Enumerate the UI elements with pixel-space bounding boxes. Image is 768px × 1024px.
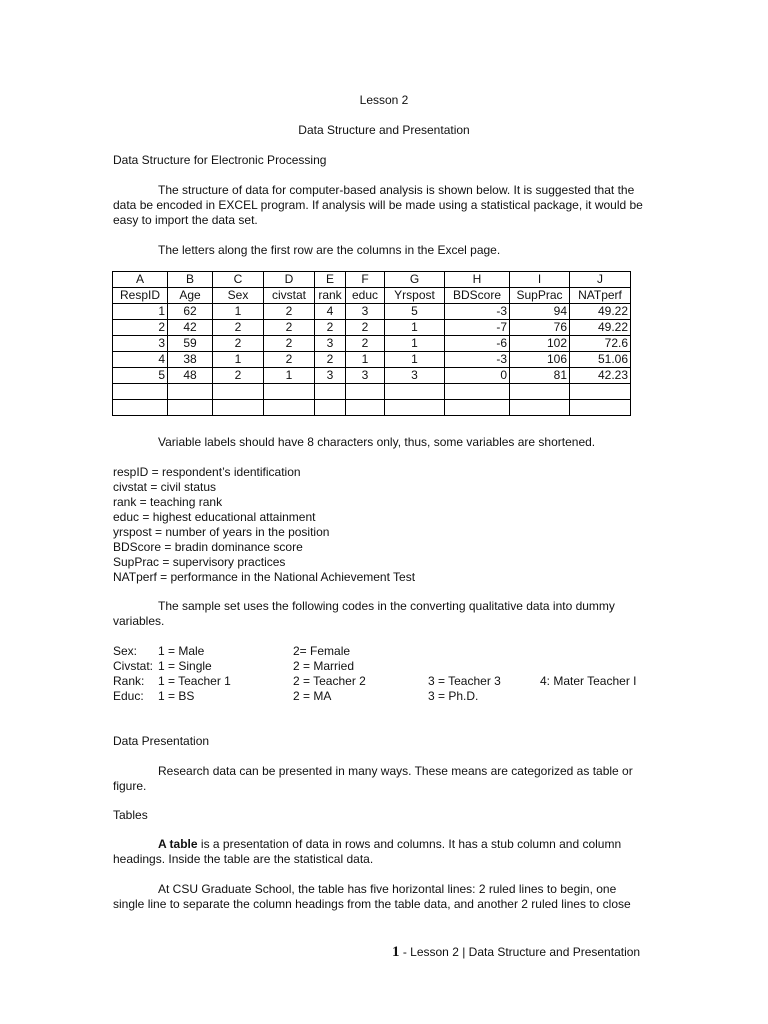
table-cell: 3	[315, 336, 346, 352]
empty-table-row	[113, 400, 631, 416]
empty-table-cell	[385, 400, 445, 416]
table-cell: 42	[168, 320, 213, 336]
table-cell: 3	[346, 368, 385, 384]
column-letter-row	[113, 272, 631, 288]
column-header: SupPrac	[510, 288, 570, 304]
column-header: rank	[315, 288, 346, 304]
column-letter: J	[570, 272, 631, 288]
column-header: Age	[168, 288, 213, 304]
empty-table-cell	[570, 384, 631, 400]
excel-data-table	[112, 271, 631, 416]
table-row	[113, 304, 631, 320]
table-cell: 2	[315, 352, 346, 368]
table-cell: 0	[445, 368, 510, 384]
column-header: NATperf	[570, 288, 631, 304]
definition-item: civstat = civil status	[113, 480, 217, 494]
table-cell: 49.22	[570, 320, 631, 336]
table-cell: 2	[264, 336, 315, 352]
table-cell: 1	[385, 320, 445, 336]
table-cell: 2	[264, 320, 315, 336]
table-cell: 1	[264, 368, 315, 384]
definition-item: SupPrac = supervisory practices	[113, 555, 286, 569]
table-cell: 3	[385, 368, 445, 384]
letters-paragraph: The letters along the first row are the columns in the Excel page.	[158, 243, 501, 257]
table-term: A table	[158, 837, 198, 851]
code-value: 2 = Teacher 2	[293, 674, 366, 688]
table-cell: -3	[445, 304, 510, 320]
table-cell: 38	[168, 352, 213, 368]
code-value: 2 = Married	[293, 659, 355, 673]
table-cell: 1	[213, 304, 264, 320]
empty-table-cell	[346, 384, 385, 400]
definition-item: NATperf = performance in the National Achievement Test	[113, 570, 416, 584]
table-cell: 1	[213, 352, 264, 368]
table-cell: 2	[213, 320, 264, 336]
empty-table-cell	[445, 400, 510, 416]
table-cell: 1	[385, 352, 445, 368]
table-cell: 49.22	[570, 304, 631, 320]
table-cell: 48	[168, 368, 213, 384]
column-header: BDScore	[445, 288, 510, 304]
empty-table-cell	[315, 384, 346, 400]
empty-table-cell	[445, 384, 510, 400]
empty-table-cell	[385, 384, 445, 400]
table-cell: 3	[315, 368, 346, 384]
page-number: 1	[392, 944, 400, 960]
code-value: 1 = Single	[158, 659, 212, 673]
column-letter: A	[113, 272, 168, 288]
column-letter: I	[510, 272, 570, 288]
column-header: RespID	[113, 288, 168, 304]
code-label-sex: Sex:	[113, 644, 138, 658]
table-cell: 4	[113, 352, 168, 368]
empty-table-cell	[168, 400, 213, 416]
empty-table-cell	[346, 400, 385, 416]
column-header: educ	[346, 288, 385, 304]
column-letter: H	[445, 272, 510, 288]
empty-table-cell	[213, 384, 264, 400]
table-cell: 62	[168, 304, 213, 320]
table-cell: 1	[346, 352, 385, 368]
table-cell: 1	[113, 304, 168, 320]
lesson-label: Lesson 2	[359, 93, 409, 107]
table-cell: 2	[346, 320, 385, 336]
table-cell: -7	[445, 320, 510, 336]
table-row	[113, 336, 631, 352]
code-value: 3 = Teacher 3	[428, 674, 501, 688]
empty-table-cell	[168, 384, 213, 400]
column-letter: C	[213, 272, 264, 288]
empty-table-cell	[570, 400, 631, 416]
footer-text: - Lesson 2 | Data Structure and Presentation	[399, 945, 641, 959]
table-cell: 2	[264, 352, 315, 368]
table-cell: 2	[213, 368, 264, 384]
column-letter: F	[346, 272, 385, 288]
code-value: 1 = Teacher 1	[158, 674, 231, 688]
empty-table-row	[113, 384, 631, 400]
table-cell: 81	[510, 368, 570, 384]
code-value: 2 = MA	[293, 689, 332, 703]
page-title: Data Structure and Presentation	[298, 123, 470, 137]
table-cell: -3	[445, 352, 510, 368]
section-heading-presentation: Data Presentation	[113, 734, 210, 748]
table-cell: 1	[385, 336, 445, 352]
labels-intro: Variable labels should have 8 characters only, thus, some variables are shortened.	[158, 435, 596, 449]
table-cell: 72.6	[570, 336, 631, 352]
table-cell: 51.06	[570, 352, 631, 368]
table-cell: 2	[315, 320, 346, 336]
page-footer	[392, 945, 640, 960]
definition-item: rank = teaching rank	[113, 495, 223, 509]
table-cell: -6	[445, 336, 510, 352]
code-value: 1 = Male	[158, 644, 205, 658]
column-letter: E	[315, 272, 346, 288]
empty-table-cell	[113, 400, 168, 416]
column-header: Yrspost	[385, 288, 445, 304]
column-letter: D	[264, 272, 315, 288]
empty-table-cell	[213, 400, 264, 416]
code-label-civstat: Civstat:	[113, 659, 154, 673]
section-heading-structure: Data Structure for Electronic Processing	[113, 153, 327, 167]
table-definition-text: is a presentation of data in rows and columns. It has a stub column and column headings. Inside the table are the statistical data.	[113, 837, 622, 866]
column-letter: B	[168, 272, 213, 288]
table-definition-paragraph	[113, 837, 643, 867]
empty-table-cell	[510, 400, 570, 416]
table-row	[113, 368, 631, 384]
table-cell: 102	[510, 336, 570, 352]
presentation-paragraph: Research data can be presented in many ways. These means are categorized as table or figure.	[113, 764, 633, 793]
table-cell: 2	[213, 336, 264, 352]
table-cell: 2	[346, 336, 385, 352]
table-cell: 3	[346, 304, 385, 320]
table-row	[113, 320, 631, 336]
code-label-rank: Rank:	[113, 674, 145, 688]
codes-intro: The sample set uses the following codes in the converting qualitative data into dummy variables.	[113, 599, 615, 628]
structure-paragraph: The structure of data for computer-based analysis is shown below. It is suggested that the data be encoded in EXCEL program. If analysis will be made using a statistical package, it would be easy to import the data set.	[113, 183, 643, 227]
code-value: 1 = BS	[158, 689, 195, 703]
empty-table-cell	[264, 384, 315, 400]
empty-table-cell	[113, 384, 168, 400]
code-value: 3 = Ph.D.	[428, 689, 479, 703]
table-cell: 3	[113, 336, 168, 352]
table-row	[113, 352, 631, 368]
table-cell: 2	[113, 320, 168, 336]
table-cell: 76	[510, 320, 570, 336]
table-cell: 59	[168, 336, 213, 352]
definition-item: respID = respondent’s identification	[113, 465, 301, 479]
table-cell: 42.23	[570, 368, 631, 384]
empty-table-cell	[264, 400, 315, 416]
table-cell: 106	[510, 352, 570, 368]
table-cell: 4	[315, 304, 346, 320]
empty-table-cell	[315, 400, 346, 416]
definition-item: BDScore = bradin dominance score	[113, 540, 303, 554]
column-header: civstat	[264, 288, 315, 304]
table-cell: 2	[264, 304, 315, 320]
column-header: Sex	[213, 288, 264, 304]
column-letter: G	[385, 272, 445, 288]
definition-item: yrspost = number of years in the position	[113, 525, 330, 539]
definition-item: educ = highest educational attainment	[113, 510, 316, 524]
column-header-row	[113, 288, 631, 304]
table-cell: 94	[510, 304, 570, 320]
section-heading-tables: Tables	[113, 808, 148, 822]
csu-paragraph: At CSU Graduate School, the table has five horizontal lines: 2 ruled lines to begin, one single line to separate the column headings from the table data, and another 2 ruled lines to close	[113, 882, 631, 911]
code-value: 4: Mater Teacher I	[540, 674, 637, 688]
table-cell: 5	[385, 304, 445, 320]
definition-list	[113, 465, 415, 585]
table-cell: 5	[113, 368, 168, 384]
code-value: 2= Female	[293, 644, 351, 658]
code-label-educ: Educ:	[113, 689, 144, 703]
empty-table-cell	[510, 384, 570, 400]
